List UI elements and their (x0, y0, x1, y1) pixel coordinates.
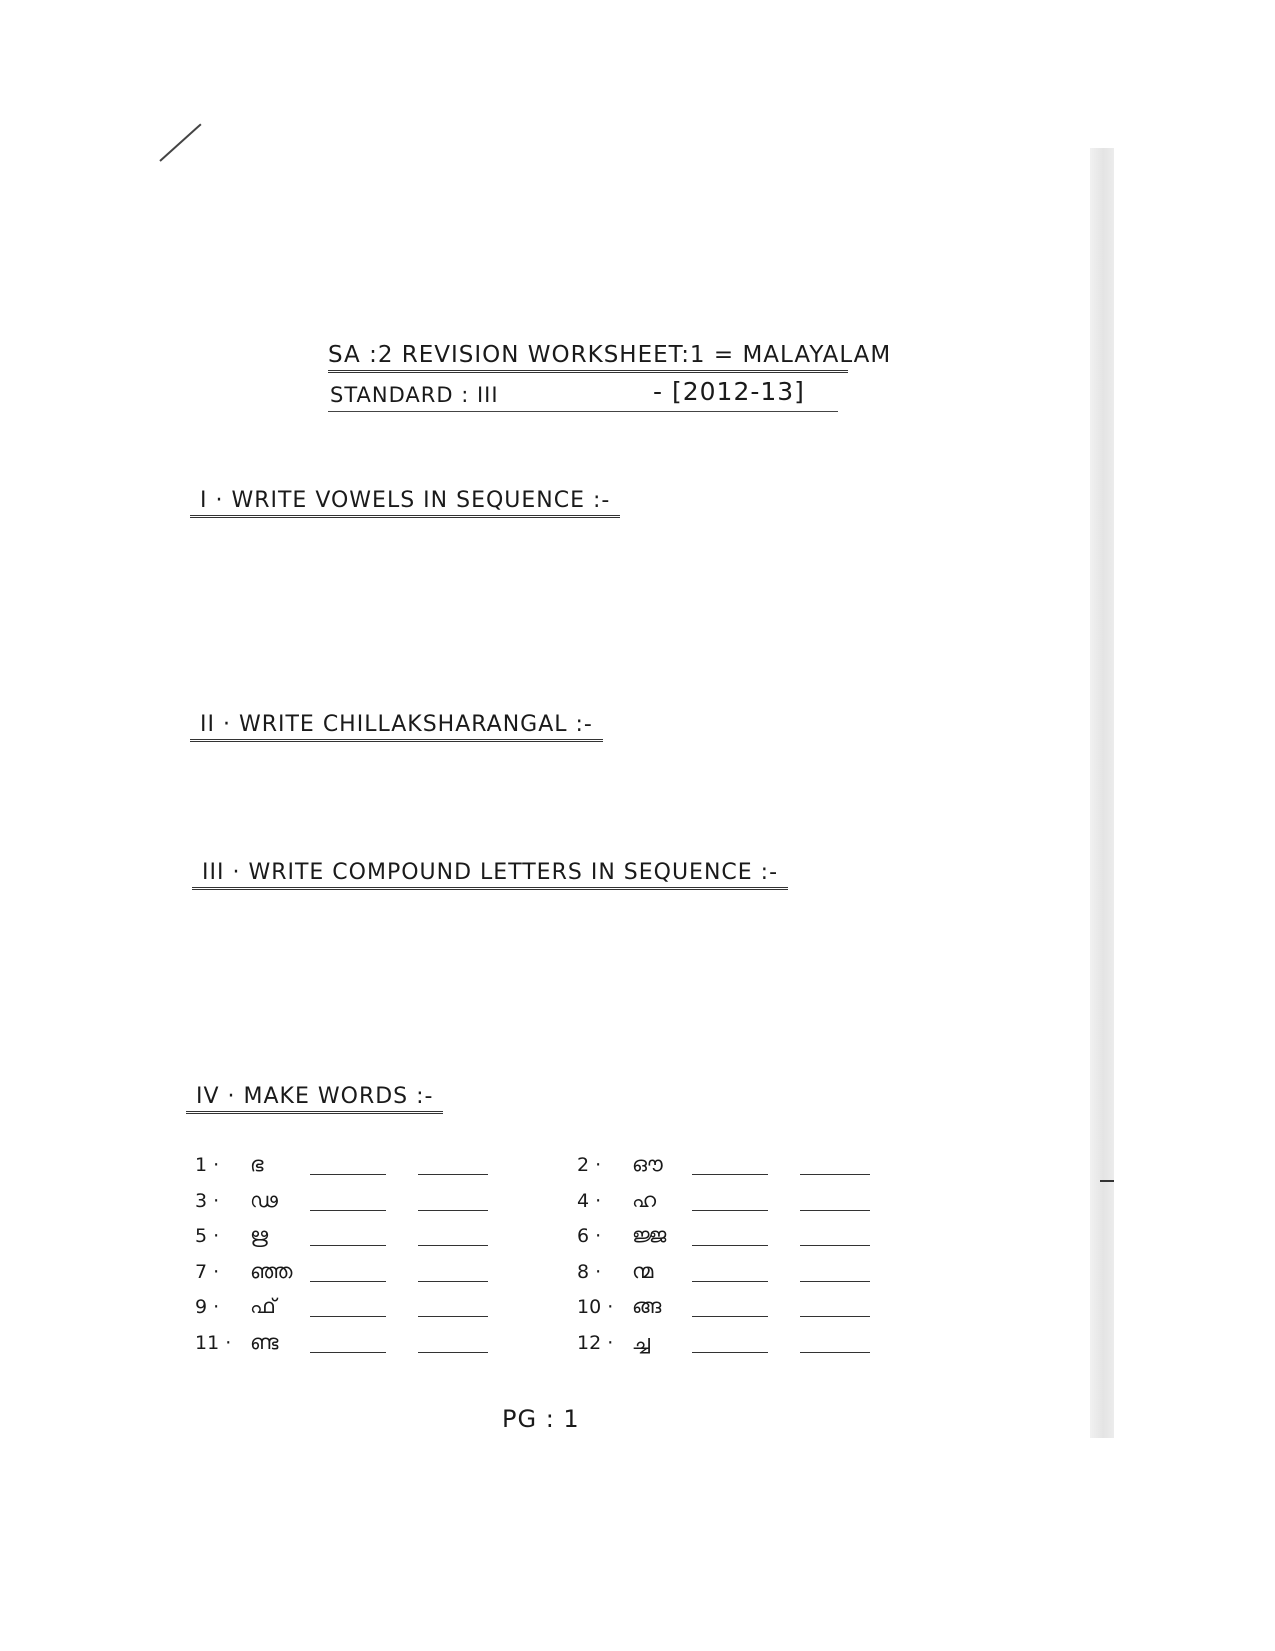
answer-blank[interactable] (692, 1210, 768, 1211)
title-line: SA :2 REVISION WORKSHEET:1 = MALAYALAM (328, 342, 848, 373)
make-words-column-right (572, 1150, 902, 1364)
item-number: 12 · (577, 1331, 614, 1354)
list-item (572, 1221, 902, 1257)
answer-blank[interactable] (310, 1352, 386, 1353)
list-item (572, 1257, 902, 1293)
item-letter: ഹ (632, 1187, 657, 1212)
answer-blank[interactable] (692, 1245, 768, 1246)
item-number: 2 · (577, 1154, 602, 1176)
answer-blank[interactable] (418, 1245, 488, 1246)
answer-blank[interactable] (800, 1245, 870, 1246)
answer-blank[interactable] (800, 1352, 870, 1353)
answer-blank[interactable] (800, 1210, 870, 1211)
item-letter: ഋ (250, 1223, 269, 1248)
answer-blank[interactable] (692, 1174, 768, 1175)
answer-blank[interactable] (800, 1174, 870, 1175)
list-item (572, 1186, 902, 1222)
pen-stroke-mark (159, 123, 201, 161)
item-letter: ഞ്ഞ (250, 1258, 293, 1283)
list-item (190, 1292, 520, 1328)
item-letter: ഔ (632, 1152, 663, 1176)
page-number: PG : 1 (502, 1405, 580, 1433)
answer-blank[interactable] (310, 1281, 386, 1282)
answer-blank[interactable] (800, 1316, 870, 1317)
section-heading-make-words: IV · MAKE WORDS :- (186, 1084, 443, 1114)
list-item (190, 1221, 520, 1257)
item-letter: ഭ (250, 1152, 264, 1176)
item-letter: ണ്ട (250, 1329, 279, 1354)
item-letter: ച്ച (632, 1329, 650, 1354)
item-number: 9 · (195, 1296, 220, 1319)
scan-shadow-edge (1090, 148, 1114, 1438)
answer-blank[interactable] (692, 1316, 768, 1317)
standard-year-line (328, 377, 838, 412)
answer-blank[interactable] (310, 1210, 386, 1211)
worksheet-title (328, 342, 892, 412)
answer-blank[interactable] (800, 1281, 870, 1282)
list-item (190, 1186, 520, 1222)
answer-blank[interactable] (418, 1210, 488, 1211)
answer-blank[interactable] (310, 1245, 386, 1246)
section-heading-chillaksharangal: II · WRITE CHILLAKSHARANGAL :- (190, 712, 603, 742)
answer-blank[interactable] (692, 1352, 768, 1353)
item-number: 8 · (577, 1260, 602, 1283)
item-letter: ങ്ങ (632, 1294, 662, 1319)
answer-blank[interactable] (310, 1174, 386, 1175)
answer-blank[interactable] (418, 1281, 488, 1282)
list-item (190, 1150, 520, 1186)
list-item (190, 1257, 520, 1293)
answer-blank[interactable] (692, 1281, 768, 1282)
answer-blank[interactable] (418, 1174, 488, 1175)
answer-blank[interactable] (418, 1352, 488, 1353)
item-number: 7 · (195, 1260, 220, 1283)
item-number: 3 · (195, 1189, 220, 1212)
academic-year: - [2012-13] (653, 377, 805, 406)
list-item (572, 1150, 902, 1186)
item-number: 11 · (195, 1331, 232, 1354)
answer-blank[interactable] (310, 1316, 386, 1317)
item-letter: ന്മ (632, 1258, 654, 1283)
item-number: 1 · (195, 1154, 220, 1176)
item-letter: ഫ് (250, 1294, 276, 1319)
item-number: 6 · (577, 1225, 602, 1248)
standard-label: STANDARD : III (330, 383, 499, 407)
list-item (190, 1328, 520, 1364)
item-number: 10 · (577, 1296, 614, 1319)
section-heading-vowels: I · WRITE VOWELS IN SEQUENCE :- (190, 488, 620, 518)
list-item (572, 1328, 902, 1364)
make-words-column-left (190, 1150, 520, 1364)
scan-edge-mark (1100, 1180, 1114, 1182)
item-letter: ഢ (250, 1187, 278, 1212)
section-heading-compound-letters: III · WRITE COMPOUND LETTERS IN SEQUENCE :- (192, 860, 788, 890)
answer-blank[interactable] (418, 1316, 488, 1317)
item-number: 4 · (577, 1189, 602, 1212)
item-number: 5 · (195, 1225, 220, 1248)
list-item (572, 1292, 902, 1328)
item-letter: ജ്ജ (632, 1223, 667, 1248)
